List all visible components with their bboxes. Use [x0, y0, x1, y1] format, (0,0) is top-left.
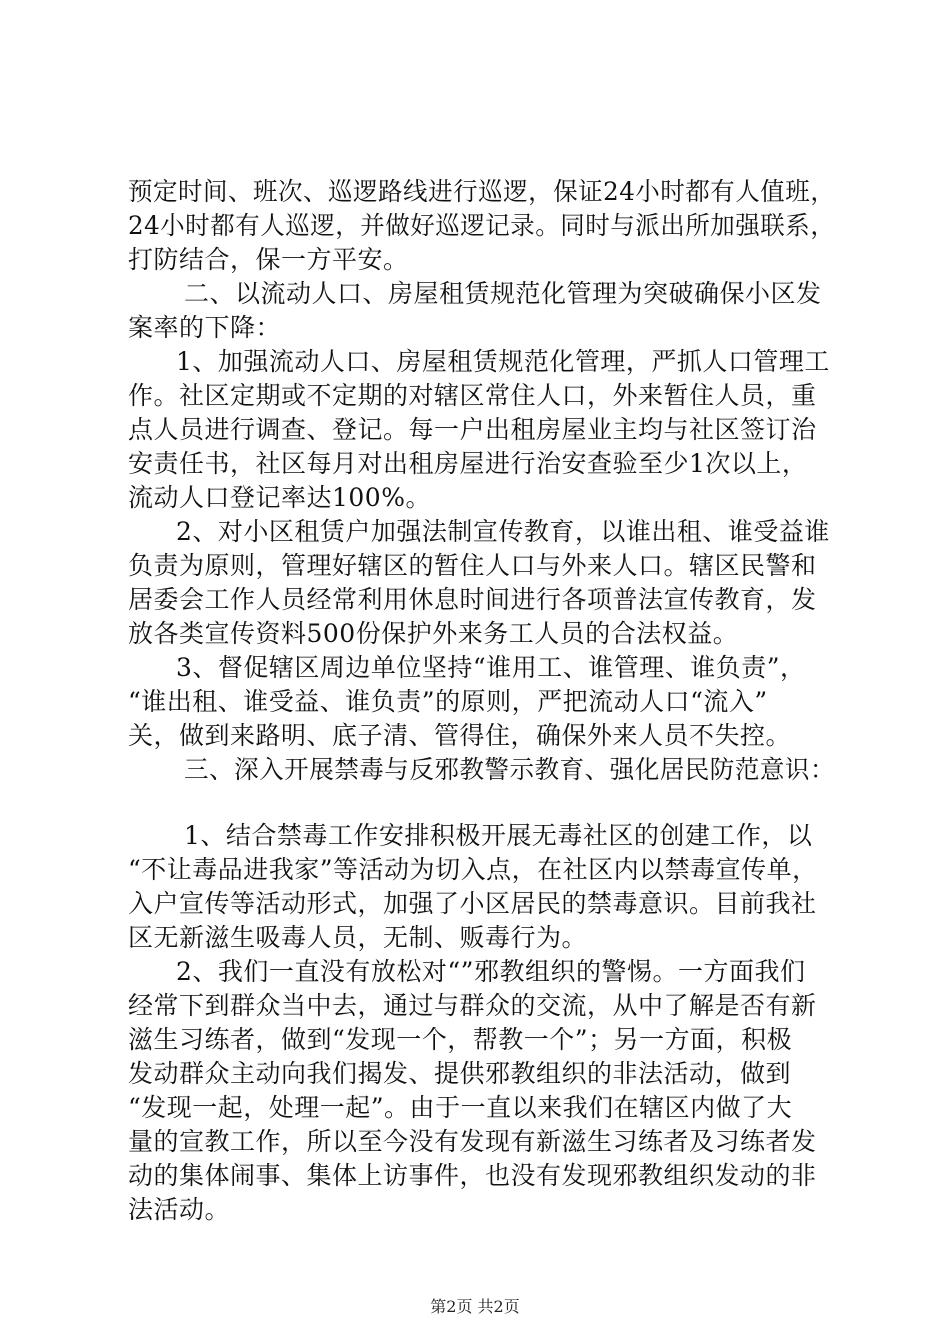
page-number-footer: 第2页 共2页 [430, 1297, 520, 1316]
text-line: 入户宣传等活动形式，加强了小区居民的禁毒意识。目前我社 [128, 889, 817, 918]
text-line: “谁出租、谁受益、谁负责”的原则，严把流动人口“流入” [128, 687, 768, 716]
text-line: 点人员进行调查、登记。每一户出租房屋业主均与社区签订治 [128, 415, 817, 444]
paragraph-start: 2、对小区租赁户加强法制宣传教育，以谁出租、谁受益谁 [176, 517, 830, 546]
text-line: 动的集体闹事、集体上访事件，也没有发现邪教组织发动的非 [128, 1161, 817, 1190]
paragraph-start: 1、结合禁毒工作安排积极开展无毒社区的创建工作，以 [184, 821, 813, 850]
text-line: 区无新滋生吸毒人员，无制、贩毒行为。 [128, 923, 588, 952]
text-line: 发动群众主动向我们揭发、提供邪教组织的非法活动，做到 [128, 1059, 792, 1088]
text-line: 流动人口登记率达100%。 [128, 483, 431, 512]
text-line: 负责为原则，管理好辖区的暂住人口与外来人口。辖区民警和 [128, 551, 817, 580]
section-heading: 二、以流动人口、房屋租赁规范化管理为突破确保小区发 [184, 279, 822, 308]
paragraph-start: 2、我们一直没有放松对“”邪教组织的警惕。一方面我们 [176, 957, 806, 986]
text-line: 关，做到来路明、底子清、管得住，确保外来人员不失控。 [128, 721, 792, 750]
text-line: 作。社区定期或不定期的对辖区常住人口，外来暂住人员，重 [128, 381, 817, 410]
text-line: 经常下到群众当中去，通过与群众的交流，从中了解是否有新 [128, 991, 817, 1020]
paragraph-start: 3、督促辖区周边单位坚持“谁用工、谁管理、谁负责”， [176, 653, 806, 682]
text-line: 滋生习练者，做到“发现一个，帮教一个”；另一方面，积极 [128, 1025, 793, 1054]
text-line: “发现一起，处理一起”。由于一直以来我们在辖区内做了大 [128, 1093, 793, 1122]
text-line: 放各类宣传资料500份保护外来务工人员的合法权益。 [128, 619, 739, 648]
section-heading: 三、深入开展禁毒与反邪教警示教育、强化居民防范意识： [184, 755, 836, 784]
text-line: 安责任书，社区每月对出租房屋进行治安查验至少1次以上， [128, 449, 808, 478]
text-line: 居委会工作人员经常利用休息时间进行各项普法宣传教育，发 [128, 585, 817, 614]
text-line: 打防结合，保一方平安。 [128, 245, 409, 274]
text-line: 量的宣教工作，所以至今没有发现有新滋生习练者及习练者发 [128, 1127, 817, 1156]
paragraph-start: 1、加强流动人口、房屋租赁规范化管理，严抓人口管理工 [176, 347, 830, 376]
text-line: 法活动。 [128, 1195, 231, 1224]
text-line: “不让毒品进我家”等活动为切入点，在社区内以禁毒宣传单， [128, 855, 818, 884]
text-line: 24小时都有人巡逻，并做好巡逻记录。同时与派出所加强联系， [128, 211, 836, 240]
text-line: 案率的下降： [128, 313, 282, 342]
text-line: 预定时间、班次、巡逻路线进行巡逻，保证24小时都有人值班， [128, 177, 836, 206]
